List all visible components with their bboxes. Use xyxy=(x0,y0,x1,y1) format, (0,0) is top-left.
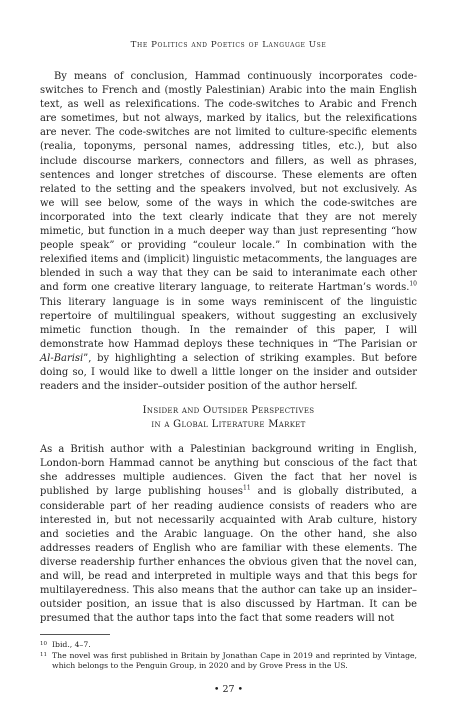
footnote-number: 10 xyxy=(40,641,47,647)
footnote-rule xyxy=(40,634,110,635)
footnote xyxy=(40,640,417,651)
paragraph-text: As a British author with a Palestinian background writing in English, London-born Hammad cannot be anything but conscious of the fact that she addresses multiple audiences. Given the fact that her novel is published by large publishing houses xyxy=(40,444,417,498)
italic-title: Al-Barisi xyxy=(40,352,84,364)
footnote-reference[interactable]: 11 xyxy=(243,485,251,493)
footnotes xyxy=(40,640,417,672)
paragraph-insider-outsider xyxy=(40,443,417,626)
section-heading xyxy=(40,404,417,432)
paragraph-text: and is globally distributed, a considerable part of her reading audience consists of readers who are interested in, but not necessarily acquainted with Arab culture, history and societies and the Arabic language. On the other hand, she also addresses readers of English who are familiar with these elements. The diverse readership further enhances the obvious given that the novel can, and will, be read and interpreted in multiple ways and that this begs for multilayeredness. This also means that the author can take up an insider–outsider position, an issue that is also discussed by Hartman. It can be presumed that the author taps into the fact that some readers will not xyxy=(40,486,417,625)
footnote-text: Ibid., 4–7. xyxy=(52,640,91,649)
footnote-reference[interactable]: 10 xyxy=(409,281,417,289)
paragraph-text: By means of conclusion, Hammad continuously incorporates code-switches to French and (mostly Palestinian) Arabic into the main English text, as well as relexifications. The code-switches to Arabic and French are sometimes, but not always, marked by italics, but the relexifications are never. The code-switches are not limited to culture-specific elements (realia, toponyms, personal names, addressing titles, etc.), but also include discourse markers, connectors and fillers, as well as phrases, sentences and longer stretches of discourse. These elements are often related to the setting and the speakers involved, but not exclusively. As we will see below, some of the ways in which the code-switches are incorporated into the text clearly indicate that they are not merely mimetic, but function in a much deeper way than just representing “how people speak” or providing “couleur locale.” In combination with the relexified items and (implicit) linguistic metacomments, the languages are blended in such a way that they can be said to interanimate each other and form one creative literary language, to reiterate Hartman’s words. xyxy=(40,71,417,294)
footnote-text: The novel was first published in Britain by Jonathan Cape in 2019 and reprinted by Vintage, which belongs to the Penguin Group, in 2020 and by Grove Press in the US. xyxy=(52,650,417,671)
footnote xyxy=(40,651,417,672)
page-number: • 27 • xyxy=(213,684,244,695)
footnote-number: 11 xyxy=(40,651,47,658)
section-heading-line: Insider and Outsider Perspectives xyxy=(142,405,315,417)
running-head: The Politics and Poetics of Language Use xyxy=(130,40,327,50)
section-heading-line: in a Global Literature Market xyxy=(151,419,306,431)
paragraph-text: ”, by highlighting a selection of striking examples. But before doing so, I would like to dwell a little longer on the insider and outsider readers and the insider–outsider position of the author herself. xyxy=(40,352,417,393)
paragraph-text: This literary language is in some ways reminiscent of the linguistic repertoire of multilingual speakers, without suggesting an exclusively mimetic function though. In the remainder of this paper, I will demonstrate how Hammad deploys these techniques in “The Parisian or xyxy=(40,296,417,350)
body-text xyxy=(40,70,417,626)
paragraph-conclusion xyxy=(40,70,417,394)
